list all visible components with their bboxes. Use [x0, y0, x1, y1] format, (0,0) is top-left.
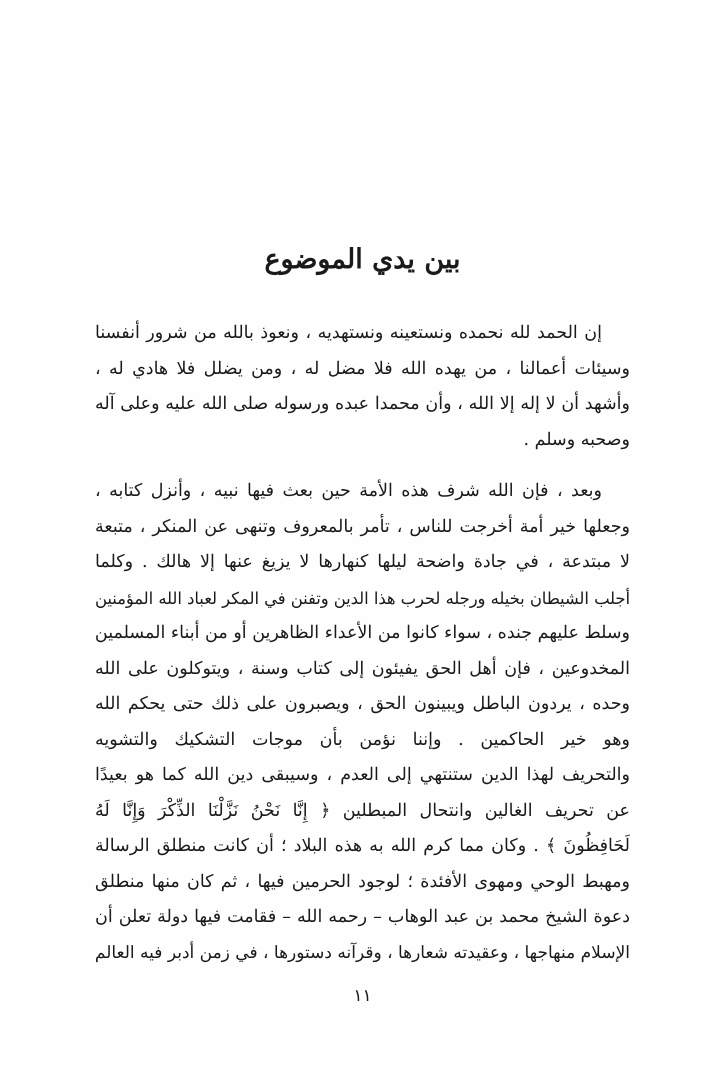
text-line: لا مبتدعة ، في جادة واضحة ليلها كنهارها لا يزيغ عنها إلا هالك . وكلما	[95, 552, 630, 572]
text-line: الإسلام منهاجها ، وعقيدته شعارها ، وقرآنه دستورها ، في زمن أدبر فيه العالم	[94, 942, 630, 963]
text-line: وهو خير الحاكمين . وإننا نؤمن بأن موجات التشكيك والتشويه	[95, 729, 630, 750]
text-line: وأشهد أن لا إله إلا الله ، وأن محمدا عبده ورسوله صلى الله عليه وعلى آله	[95, 394, 630, 414]
text-line: لَحَافِظُونَ ﴾ . وكان مما كرم الله به هذه البلاد ؛ أن كانت منطلق الرسالة	[95, 836, 630, 856]
page-number: ١١	[353, 986, 372, 1006]
text-line: وسلط عليهم جنده ، سواء كانوا من الأعداء الظاهرين أو من أبناء المسلمين	[94, 623, 630, 643]
text-line: وسيئات أعمالنا ، من يهده الله فلا مضل له ، ومن يضلل فلا هادي له ،	[95, 358, 630, 379]
text-line: عن تحريف الغالين وانتحال المبطلين ﴿ إِنَّا نَحْنُ نَزَّلْنَا الذِّكْرَ وَإِنَّا لَهُ	[95, 800, 630, 821]
paragraph-1	[95, 316, 630, 458]
text-line: وحده ، يردون الباطل ويبينون الحق ، ويصبرون على ذلك حتى يحكم الله	[95, 694, 630, 714]
text-line: المخدوعين ، فإن أهل الحق يفيئون إلى كتاب وسنة ، ويتوكلون على الله	[95, 658, 630, 679]
text-line: والتحريف لهذا الدين ستنتهي إلى العدم ، وسيبقى دين الله كما هو بعيدًا	[95, 765, 630, 785]
text-line: وصحبه وسلم .	[523, 429, 630, 450]
section-title: بين يدي الموضوع	[264, 244, 461, 275]
paragraph-2	[95, 474, 630, 971]
text-line: أجلب الشيطان بخيله ورجله لحرب هذا الدين وتفنن في المكر لعباد الله المؤمنين	[95, 588, 630, 608]
text-line: دعوة الشيخ محمد بن عبد الوهاب – رحمه الله – فقامت فيها دولة تعلن أن	[95, 907, 630, 927]
text-line: وجعلها خير أمة أخرجت للناس ، تأمر بالمعروف وتنهى عن المنكر ، متبعة	[95, 516, 630, 537]
text-line: إن الحمد لله نحمده ونستعينه ونستهديه ، ونعوذ بالله من شرور أنفسنا	[95, 323, 602, 343]
text-line: ومهبط الوحي ومهوى الأفئدة ؛ لوجود الحرمين فيها ، ثم كان منها منطلق	[95, 871, 630, 892]
text-line: وبعد ، فإن الله شرف هذه الأمة حين بعث فيها نبيه ، وأنزل كتابه ،	[95, 481, 602, 501]
